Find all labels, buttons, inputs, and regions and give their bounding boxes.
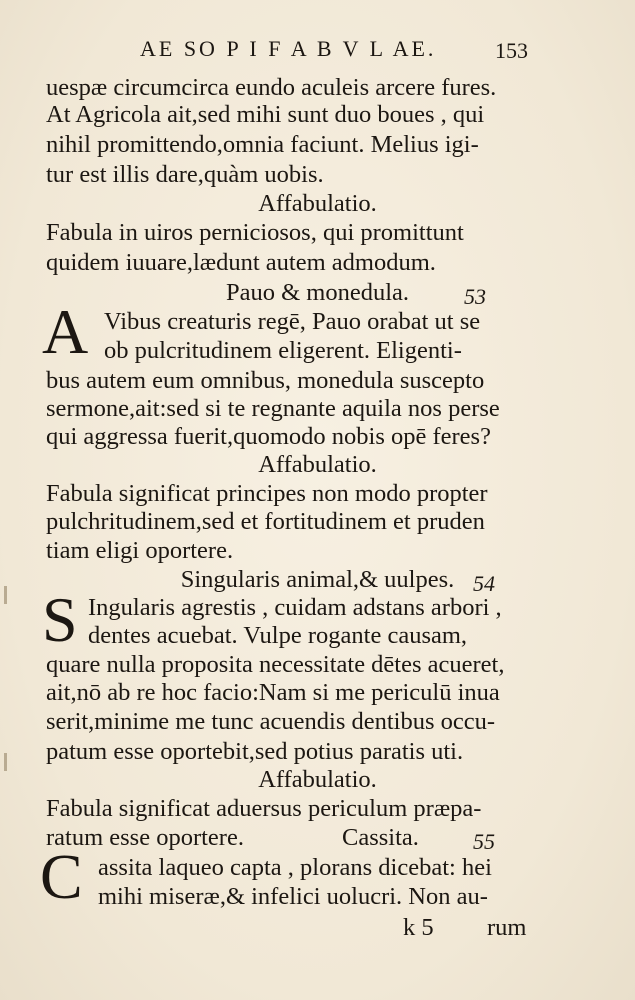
- text-line: serit,minime me tunc acuendis dentibus occu-: [46, 708, 496, 735]
- drop-cap-initial: C: [40, 841, 83, 912]
- catchword: rum: [487, 914, 527, 941]
- fable-number: 55: [473, 829, 495, 854]
- text-line: tiam eligi oportere.: [46, 537, 234, 564]
- drop-cap-initial: S: [42, 584, 78, 655]
- fable-title-singularis: Singularis animal,& uulpes.: [180, 566, 455, 593]
- fable-number: 53: [464, 284, 486, 309]
- text-line: pulchritudinem,sed et fortitudinem et pruden: [46, 508, 485, 535]
- text-line: Fabula in uiros perniciosos, qui promittunt: [46, 219, 464, 246]
- text-line: quare nulla proposita necessitate dētes acueret,: [46, 651, 505, 678]
- text-line: bus autem eum omnibus, monedula suscepto: [46, 367, 485, 394]
- section-heading-affabulatio: Affabulatio.: [258, 766, 377, 793]
- fable-number: 54: [473, 571, 495, 596]
- text-line: Vibus creaturis regē, Pauo orabat ut se: [104, 308, 481, 335]
- text-line: ratum esse oportere.: [46, 824, 244, 851]
- text-line: tur est illis dare,quàm uobis.: [46, 161, 324, 188]
- text-line: Fabula significat aduersus periculum præpa-: [46, 795, 482, 822]
- text-line: At Agricola ait,sed mihi sunt duo boues , qui: [46, 101, 485, 128]
- text-line: assita laqueo capta , plorans dicebat: hei: [98, 854, 492, 881]
- margin-mark: [4, 586, 7, 604]
- folio-number: 153: [495, 38, 528, 63]
- fable-title-pauo: Pauo & monedula.: [225, 279, 410, 306]
- text-line: ob pulcritudinem eligerent. Eligenti-: [104, 337, 462, 364]
- signature-mark: k 5: [403, 914, 434, 941]
- text-line: dentes acuebat. Vulpe rogante causam,: [88, 622, 468, 649]
- fable-title-cassita: Cassita.: [342, 824, 419, 851]
- running-title: AE SO P I F A B V L AE.: [140, 36, 437, 61]
- text-line: qui aggressa fuerit,quomodo nobis opē feres?: [46, 423, 491, 450]
- text-line: patum esse oportebit,sed potius paratis uti.: [46, 738, 464, 765]
- drop-cap-initial: A: [42, 296, 89, 367]
- text-line: Fabula significat principes non modo propter: [46, 480, 488, 507]
- text-line: quidem iuuare,lædunt autem admodum.: [46, 249, 436, 276]
- margin-mark: [4, 753, 7, 771]
- text-line: ait,nō ab re hoc facio:Nam si me periculū inua: [46, 679, 500, 706]
- text-line: Ingularis agrestis , cuidam adstans arbori ,: [88, 594, 502, 621]
- text-line: mihi miseræ,& infelici uolucri. Non au-: [98, 883, 488, 910]
- text-line: uespæ circumcirca eundo aculeis arcere fures.: [46, 74, 497, 101]
- text-line: sermone,ait:sed si te regnante aquila nos perse: [46, 395, 500, 422]
- section-heading-affabulatio: Affabulatio.: [258, 190, 377, 217]
- text-line: nihil promittendo,omnia faciunt. Melius igi-: [46, 131, 479, 158]
- section-heading-affabulatio: Affabulatio.: [258, 451, 377, 478]
